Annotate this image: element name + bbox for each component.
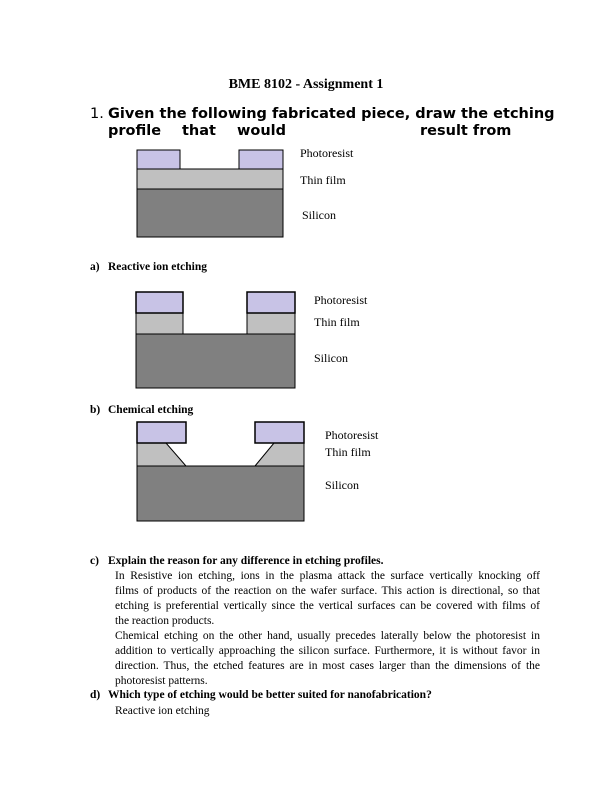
silicon-layer <box>137 466 304 521</box>
label-photoresist: Photoresist <box>300 146 354 160</box>
text-line: In Resistive ion etching, ions in the plasma attack the surface vertically knocking off <box>115 570 540 582</box>
photoresist-left <box>137 422 186 443</box>
text-line: photoresist patterns. <box>115 675 208 687</box>
question-number: 1. <box>90 106 104 122</box>
question-word: profile <box>108 123 162 139</box>
label-silicon: Silicon <box>314 351 349 365</box>
photoresist-right <box>255 422 304 443</box>
text-line: films of products of the reaction on the wafer surface. This action is directional, so that <box>115 585 540 597</box>
part-c-paragraph-2 <box>115 629 540 689</box>
thin-film-right <box>255 443 304 466</box>
question-word: that <box>182 123 216 139</box>
question-text-line-1: Given the following fabricated piece, draw the etching <box>108 106 555 122</box>
part-b-letter: b) <box>90 404 101 416</box>
text-line: addition to vertically approaching the silicon surface. Furthermore, it is without favor in <box>115 645 540 657</box>
label-thin-film: Thin film <box>314 315 360 329</box>
text-line: Chemical etching on the other hand, usually precedes laterally below the photoresist in <box>115 630 540 642</box>
question-word: result from <box>420 123 512 139</box>
thin-film-left <box>137 443 186 466</box>
label-thin-film: Thin film <box>300 173 346 187</box>
part-a-letter: a) <box>90 261 100 273</box>
text-line: the reaction products. <box>115 615 215 627</box>
part-d-heading <box>90 689 540 705</box>
part-a-title: Reactive ion etching <box>108 261 208 273</box>
part-d-title: Which type of etching would be better suited for nanofabrication? <box>108 689 432 701</box>
label-photoresist: Photoresist <box>325 428 379 442</box>
part-d-letter: d) <box>90 689 101 701</box>
text-line: etching is preferential vertically since the vertical surfaces can be covered with films of <box>115 600 540 612</box>
label-silicon: Silicon <box>302 208 337 222</box>
part-b-title: Chemical etching <box>108 404 194 416</box>
question-word: would <box>237 123 287 139</box>
part-c-paragraph-1 <box>115 569 540 629</box>
label-silicon: Silicon <box>325 478 360 492</box>
label-thin-film: Thin film <box>325 445 371 459</box>
label-photoresist: Photoresist <box>314 293 368 307</box>
part-d-answer: Reactive ion etching <box>115 705 210 717</box>
part-c-title: Explain the reason for any difference in etching profiles. <box>108 555 384 567</box>
page-title: BME 8102 - Assignment 1 <box>228 77 384 92</box>
part-c-letter: c) <box>90 555 99 567</box>
text-line: direction. Thus, the etched features are in most cases larger than the dimensions of the <box>115 660 540 672</box>
